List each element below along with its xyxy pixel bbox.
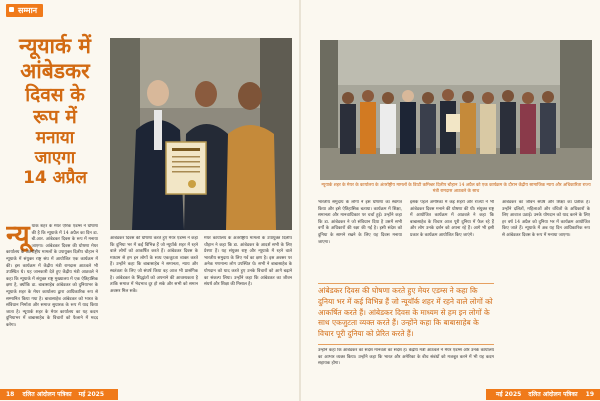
magazine-name: दलित आंदोलन पत्रिका — [528, 391, 578, 398]
photo-group-image — [320, 40, 592, 180]
article-column-text: इसके पहले अमेरिका में कई शहरों और राज्यों ने भी आंबेडकर दिवस मनाने की घोषणा की थी। संयुक्त राष्ट्र में आयोजित कार्यक्रम में आठवले ने कहा कि बाबासाहेब के विचार आज पूरी दुनिया में फैल रहे हैं और लोग उनके दर्शन को अपना रहे हैं। आगे भी इसी प्रकार के कार्यक्रम आयोजित किए जाएंगे। — [410, 200, 494, 238]
article-column-text: यार्क शहर के मेयर एरिक एडम्स ने घोषणा की है कि न्यूयार्क में 14 अप्रैल का दिन डा. बी.आर. आंबेडकर दिवस के रूप में मनाया जाएगा। आंबेडकर दिवस की घोषणा मेयर कार्यालय के अंतर्राष्ट्रीय मामलों के उपायुक्त दिलीप चौहान ने न्यूयार्क में संयुक्त राष्ट्र संघ में आयोजित एक कार्यक्रम में की। इस कार्यक्रम में केंद्रीय मंत्री रामदास आठवले भी उपस्थित थे। यह जानकारी देते हुए केंद्रीय मंत्री आठवले ने कहा कि न्यूयार्क में संयुक्त राष्ट्र मुख्यालय में एक ऐतिहासिक क्षण है, क्योंकि डा. बाबासाहेब आंबेडकर को दुनियाभर के न्यूयार्क शहर के मेयर कार्यालय द्वारा आधिकारिक रूप से सम्मानित किया गया है। बाबासाहेब आंबेडकर को भारत के संविधान निर्माता और समाज सुधारक के रूप में याद किया जाता है। न्यूयार्क शहर के मेयर कार्यालय का यह कदम दुनियाभर में बाबासाहेब के विचारों को फैलाने में मदद करेगा। — [6, 224, 98, 328]
article-column-text: आंबेडकर दिवस की घोषणा करते हुए मेयर एडम्स ने कहा कि दुनिया भर में कई विभिन्न हैं जो न्यूयॉर्क शहर में रहने वाले लोगों को आकर्षित करते हैं। आंबेडकर दिवस के माध्यम से हम इन लोगों के साथ एकजुटता व्यक्त करते हैं। उन्होंने कहा कि बाबासाहेब ने समानता, न्याय और स्वतंत्रता के लिए जो संघर्ष किया वह आज भी प्रासंगिक है। आंबेडकर के सिद्धांतों को अपनाने की आवश्यकता है ताकि समाज में भेदभाव दूर हो सके और सभी को समान अवसर मिल सकें। — [110, 236, 198, 294]
footer-right — [486, 389, 600, 400]
issue-date: मई 2025 — [78, 391, 104, 398]
headline-line: आंबेडकर — [20, 58, 90, 83]
article-column — [110, 236, 198, 384]
footer-left — [0, 389, 118, 400]
headline-line: रूप में — [33, 105, 77, 128]
page-number: 18 — [6, 391, 15, 398]
headline-line: 14 अप्रैल — [23, 168, 87, 189]
pullquote: आंबेडकर दिवस की घोषणा करते हुए मेयर एडम्स ने कहा कि दुनिया भर में कई विभिन्न हैं जो न्यूयॉर्क शहर में रहने वाले लोगों को आकर्षित करते हैं। आंबेडकर दिवस के माध्यम से हम इन लोगों के साथ एकजुटता व्यक्त करते हैं। उन्होंने कहा कि बाबासाहेब के विचार पूरी दुनिया को प्रेरित करते हैं। — [318, 286, 493, 339]
page-gutter — [299, 0, 301, 401]
article-dropcap: न्यू — [6, 224, 30, 251]
photo-caption: न्यूयार्क शहर के मेयर के कार्यालय के अंतर्राष्ट्रीय मामलों के डिप्टी कमिश्नर दिलीप चौहान 14 अप्रैल को एक कार्यक्रम के दौरान केंद्रीय सामाजिक न्याय और अधिकारिता राज्य मंत्री रामदास आठवले के साथ — [321, 183, 591, 194]
article-column — [410, 200, 494, 282]
photo-proclamation — [110, 38, 292, 230]
article-column — [204, 236, 292, 384]
article-column-text: भारतीय समुदाय के लोगों ने इस घोषणा का स्वागत किया और इसे ऐतिहासिक बताया। कार्यक्रम में शिक्षा, समानता और मानवाधिकार पर चर्चा हुई। उन्होंने कहा कि डा. आंबेडकर ने जो संविधान दिया है उसमें सभी वर्गों के अधिकारों की रक्षा की गई है। इसी संदेश को दुनिया के सामने रखने के लिए यह दिवस मनाया जाएगा। — [318, 200, 402, 245]
pullquote-rule-bottom — [318, 344, 494, 345]
magazine-name: दलित आंदोलन पत्रिका — [22, 391, 72, 398]
headline-line: मनाया — [35, 128, 75, 149]
pullquote-rule-top — [318, 283, 494, 284]
photo-group — [320, 40, 592, 180]
page-number: 19 — [585, 391, 594, 398]
article-column — [6, 224, 98, 384]
section-tag: सम्मान — [6, 4, 43, 17]
article-column — [318, 348, 494, 382]
headline-line: न्यूयार्क में — [19, 34, 91, 58]
article-headline — [4, 34, 106, 188]
article-column-text: उन्होंने कहा कि आंबेडकर का संदेश मानवता का संदेश है। केंद्रीय मंत्री आठवले ने मेयर एडम्स और उनके कार्यालय का आभार व्यक्त किया। उन्होंने कहा कि भारत और अमेरिका के बीच संबंधों को मजबूत करने में भी यह कदम सहायक होगा। — [318, 348, 494, 367]
article-column — [502, 200, 590, 380]
headline-line: जाएगा — [34, 148, 76, 169]
photo-proclamation-image — [110, 38, 292, 230]
article-column-text: आंबेडकर का जीवन संघर्ष और शिक्षा का प्रतीक है। उन्होंने दलितों, महिलाओं और वंचितों के अधिकारों के लिए आवाज उठाई। उनके योगदान को याद करने के लिए हर वर्ष 14 अप्रैल को दुनिया भर में कार्यक्रम आयोजित किए जाते हैं। न्यूयार्क में अब यह दिन आधिकारिक रूप से आंबेडकर दिवस के रूप में मनाया जाएगा। — [502, 200, 590, 238]
issue-date: मई 2025 — [496, 391, 522, 398]
article-column-text: मेयर कार्यालय के अंतर्राष्ट्रीय मामलों के उपायुक्त दिलीप चौहान ने कहा कि डा. आंबेडकर के आदर्श सभी के लिए प्रेरणा हैं। यह संयुक्त राष्ट्र और न्यूयार्क में रहने वाले भारतीय समुदाय के लिए गर्व का क्षण है। इस अवसर पर अनेक गणमान्य लोग उपस्थित थे। सभी ने बाबासाहेब के योगदान को याद करते हुए उनके विचारों को आगे बढ़ाने का संकल्प लिया। उन्होंने कहा कि आंबेडकर का जीवन संघर्ष और शिक्षा की मिसाल है। — [204, 236, 292, 288]
headline-line: दिवस के — [25, 83, 85, 106]
article-column — [318, 200, 402, 282]
